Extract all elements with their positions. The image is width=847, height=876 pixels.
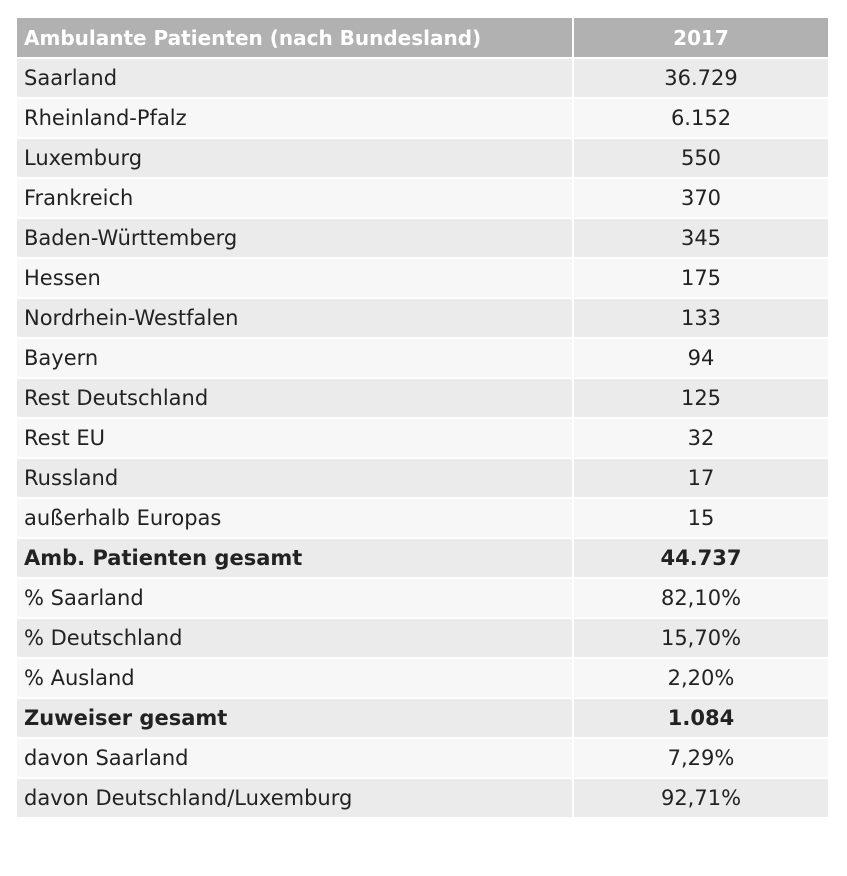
- share-value: 2,20%: [573, 658, 828, 698]
- row-label: Rest EU: [17, 418, 573, 458]
- row-value: 370: [573, 178, 828, 218]
- total-patients-label: Amb. Patienten gesamt: [17, 538, 573, 578]
- table-row: [17, 498, 828, 538]
- referrer-share-value: 92,71%: [573, 778, 828, 818]
- share-row: [17, 618, 828, 658]
- row-value: 125: [573, 378, 828, 418]
- total-patients-row: [17, 538, 828, 578]
- table-header-row: [17, 18, 828, 58]
- row-value: 175: [573, 258, 828, 298]
- table-row: [17, 338, 828, 378]
- table-row: [17, 258, 828, 298]
- row-value: 17: [573, 458, 828, 498]
- table-row: [17, 58, 828, 98]
- row-label: Frankreich: [17, 178, 573, 218]
- patients-table: [17, 18, 828, 819]
- row-label: außerhalb Europas: [17, 498, 573, 538]
- total-referrers-row: [17, 698, 828, 738]
- row-value: 550: [573, 138, 828, 178]
- row-value: 15: [573, 498, 828, 538]
- referrer-share-row: [17, 738, 828, 778]
- table-row: [17, 138, 828, 178]
- total-patients-value: 44.737: [573, 538, 828, 578]
- row-label: Russland: [17, 458, 573, 498]
- row-label: Luxemburg: [17, 138, 573, 178]
- row-value: 345: [573, 218, 828, 258]
- row-label: Nordrhein-Westfalen: [17, 298, 573, 338]
- table-row: [17, 178, 828, 218]
- row-label: Baden-Württemberg: [17, 218, 573, 258]
- row-value: 6.152: [573, 98, 828, 138]
- table-row: [17, 458, 828, 498]
- share-label: % Saarland: [17, 578, 573, 618]
- table-row: [17, 298, 828, 338]
- table-row: [17, 218, 828, 258]
- share-row: [17, 578, 828, 618]
- table-row: [17, 378, 828, 418]
- total-referrers-label: Zuweiser gesamt: [17, 698, 573, 738]
- table-row: [17, 418, 828, 458]
- row-label: Saarland: [17, 58, 573, 98]
- share-label: % Ausland: [17, 658, 573, 698]
- share-value: 15,70%: [573, 618, 828, 658]
- row-label: Hessen: [17, 258, 573, 298]
- referrer-share-label: davon Saarland: [17, 738, 573, 778]
- row-label: Rest Deutschland: [17, 378, 573, 418]
- header-label: Ambulante Patienten (nach Bundesland): [17, 18, 573, 58]
- row-value: 36.729: [573, 58, 828, 98]
- header-year: 2017: [573, 18, 828, 58]
- row-value: 133: [573, 298, 828, 338]
- row-value: 32: [573, 418, 828, 458]
- row-label: Rheinland-Pfalz: [17, 98, 573, 138]
- share-value: 82,10%: [573, 578, 828, 618]
- referrer-share-label: davon Deutschland/Luxemburg: [17, 778, 573, 818]
- referrer-share-row: [17, 778, 828, 818]
- row-value: 94: [573, 338, 828, 378]
- row-label: Bayern: [17, 338, 573, 378]
- share-row: [17, 658, 828, 698]
- total-referrers-value: 1.084: [573, 698, 828, 738]
- table-row: [17, 98, 828, 138]
- referrer-share-value: 7,29%: [573, 738, 828, 778]
- share-label: % Deutschland: [17, 618, 573, 658]
